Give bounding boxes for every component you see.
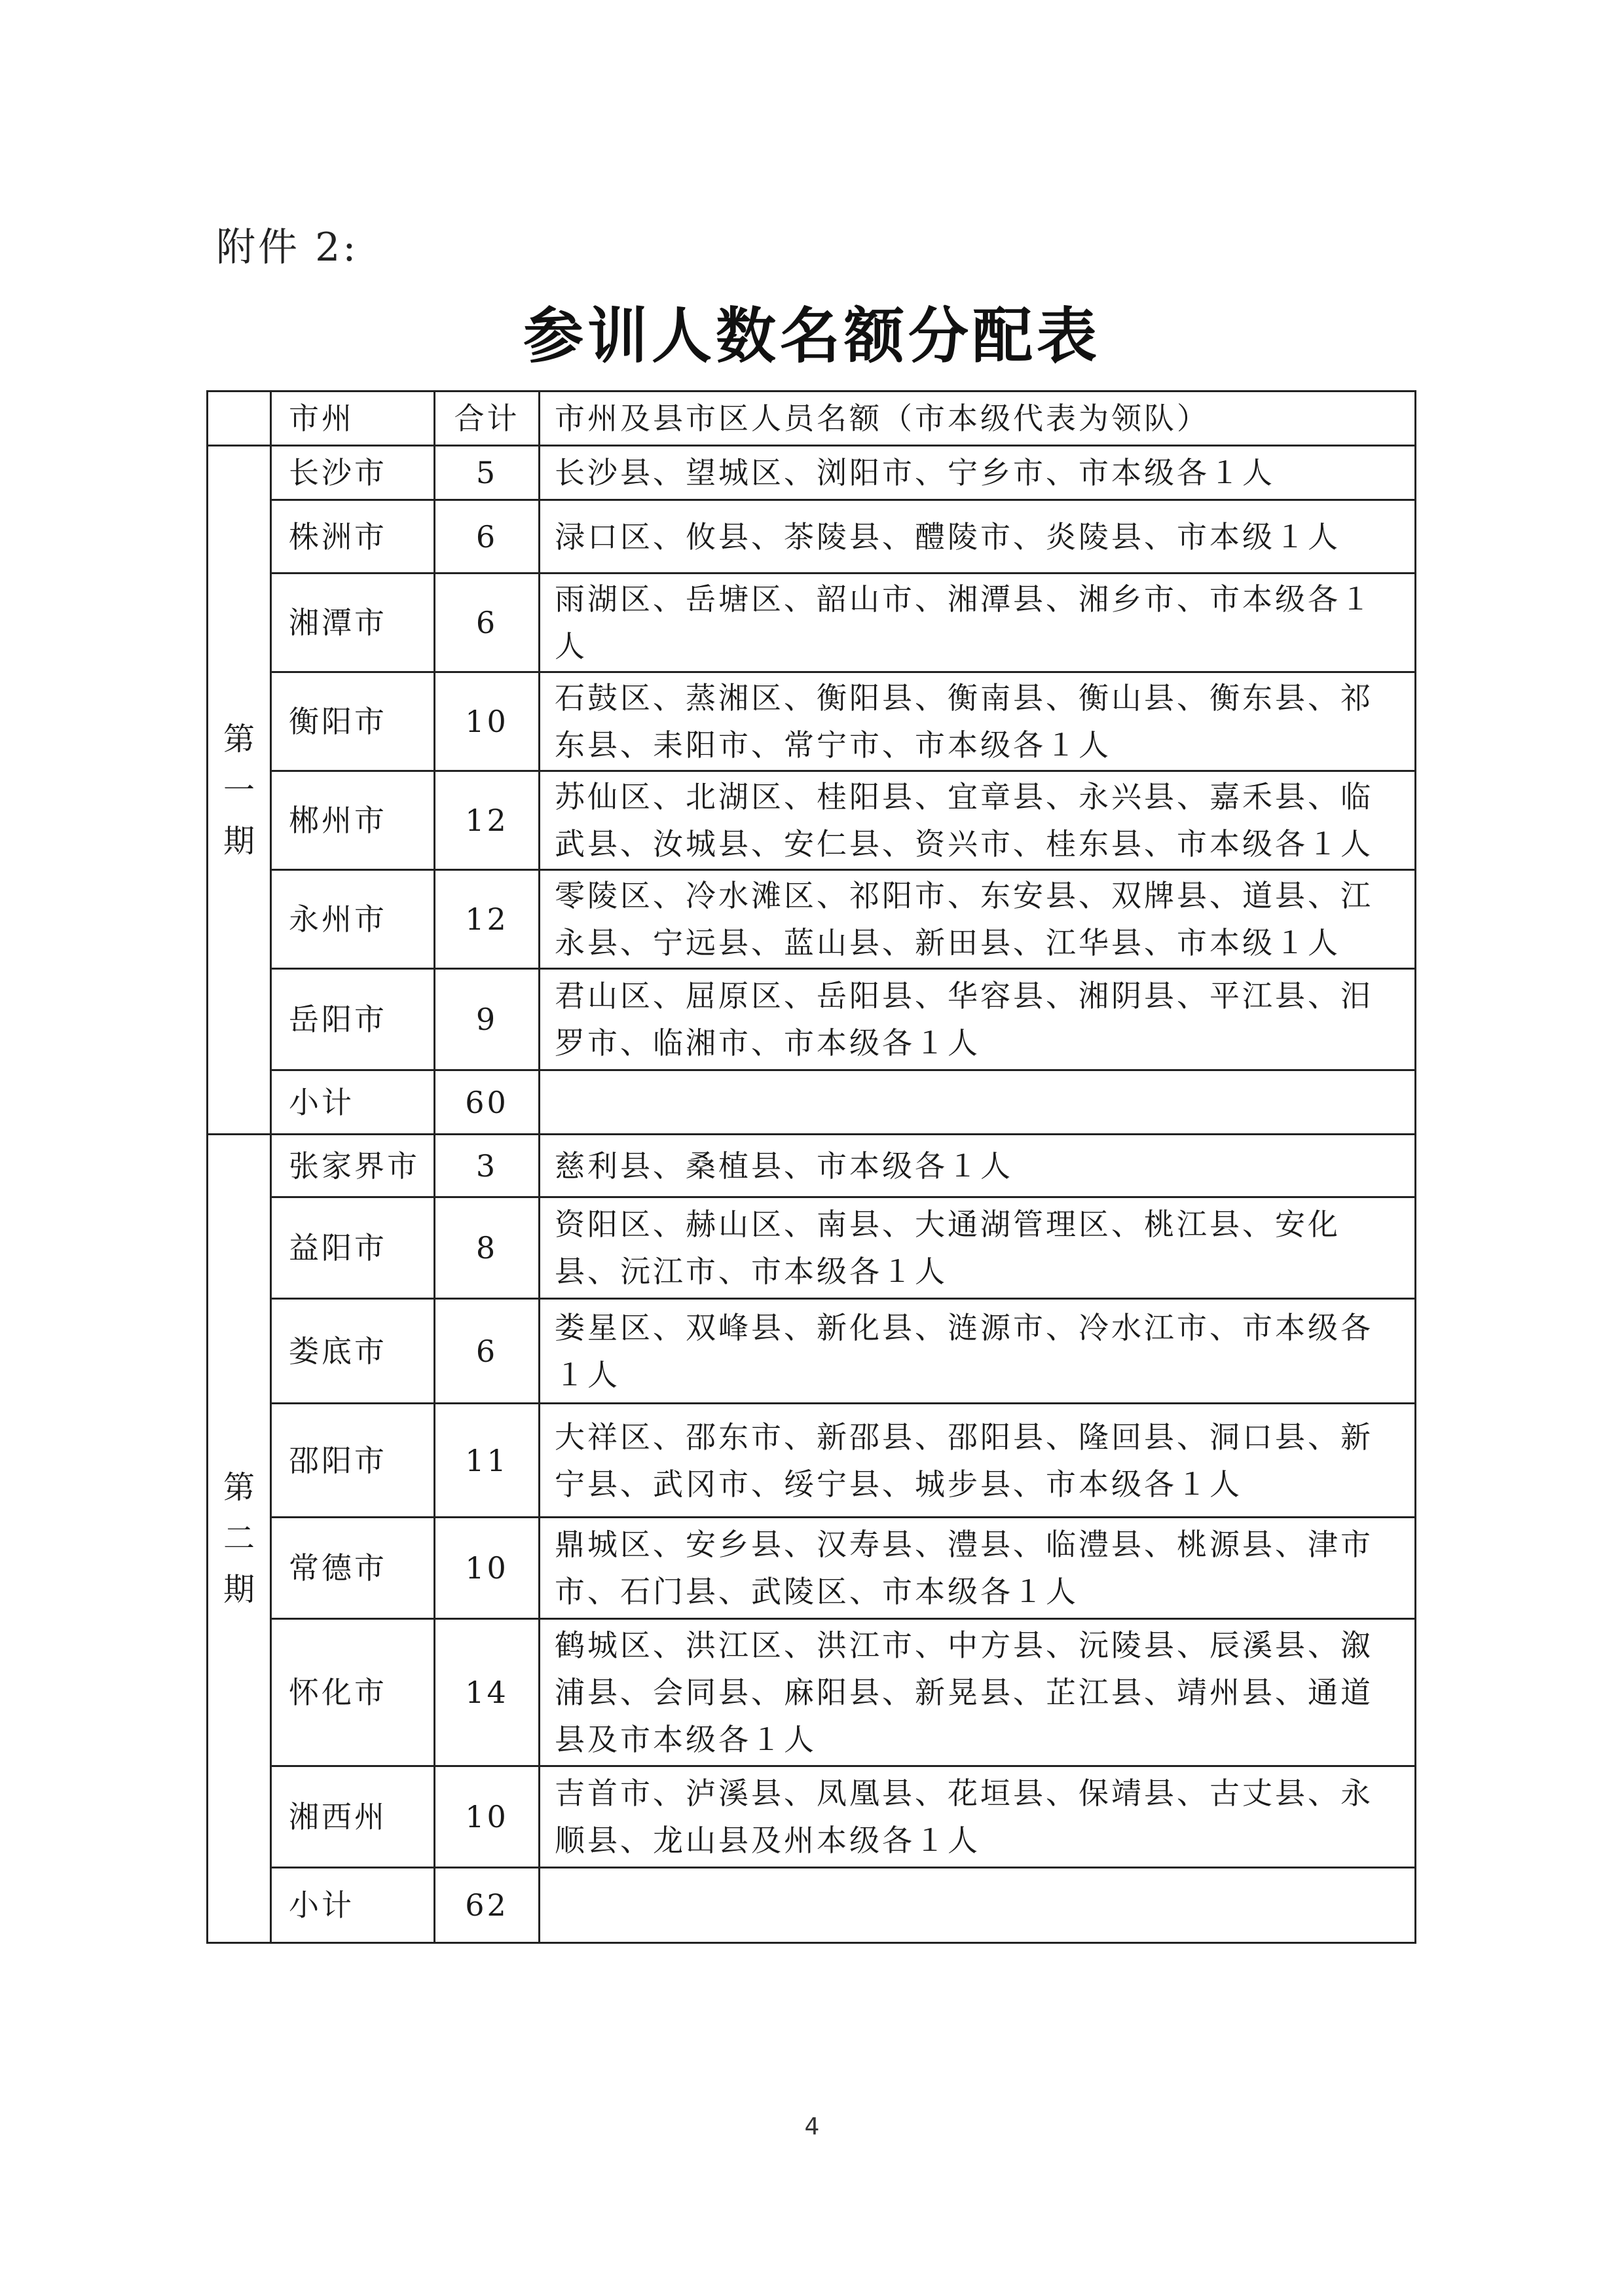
city-detail: 鼎城区、安乡县、汉寿县、澧县、临澧县、桃源县、津市市、石门县、武陵区、市本级各１人: [540, 1518, 1416, 1619]
subtotal-row: [208, 1868, 1416, 1943]
city-name: 湘西州: [271, 1766, 435, 1868]
table-row: [208, 672, 1416, 771]
city-detail: 资阳区、赫山区、南县、大通湖管理区、桃江县、安化县、沅江市、市本级各１人: [540, 1197, 1416, 1299]
phase-1-cell: [208, 446, 271, 1135]
city-detail: 零陵区、冷水滩区、祁阳市、东安县、双牌县、道县、江永县、宁远县、蓝山县、新田县、江华县、市本级１人: [540, 870, 1416, 969]
city-name: 湘潭市: [271, 574, 435, 672]
city-total: 10: [435, 1766, 540, 1868]
city-total: 6: [435, 574, 540, 672]
city-total: 6: [435, 500, 540, 574]
header-total: 合计: [435, 392, 540, 446]
table-row: [208, 1404, 1416, 1518]
city-name: 邵阳市: [271, 1404, 435, 1518]
city-detail: 渌口区、攸县、茶陵县、醴陵市、炎陵县、市本级１人: [540, 500, 1416, 574]
table-row: [208, 1299, 1416, 1404]
city-detail: 长沙县、望城区、浏阳市、宁乡市、市本级各１人: [540, 446, 1416, 500]
city-total: 8: [435, 1197, 540, 1299]
city-detail: 娄星区、双峰县、新化县、涟源市、冷水江市、市本级各１人: [540, 1299, 1416, 1404]
city-detail: 大祥区、邵东市、新邵县、邵阳县、隆回县、洞口县、新宁县、武冈市、绥宁县、城步县、市本级各１人: [540, 1404, 1416, 1518]
subtotal-value: 62: [435, 1868, 540, 1943]
city-total: 5: [435, 446, 540, 500]
table-row: [208, 870, 1416, 969]
header-city: 市州: [271, 392, 435, 446]
table-row: [208, 771, 1416, 870]
city-name: 怀化市: [271, 1619, 435, 1766]
city-total: 11: [435, 1404, 540, 1518]
city-name: 张家界市: [271, 1135, 435, 1197]
table-row: [208, 1135, 1416, 1197]
phase-2-cell: [208, 1135, 271, 1943]
table-row: [208, 969, 1416, 1070]
subtotal-label: 小计: [271, 1070, 435, 1135]
city-total: 10: [435, 672, 540, 771]
attachment-label: 附件 2:: [216, 225, 359, 270]
table-row: [208, 500, 1416, 574]
phase-label: 第一期: [223, 720, 255, 860]
city-name: 株洲市: [271, 500, 435, 574]
table-header-row: [208, 392, 1416, 446]
phase-label: 第二期: [223, 1469, 255, 1608]
header-detail: 市州及县市区人员名额（市本级代表为领队）: [540, 392, 1416, 446]
city-name: 长沙市: [271, 446, 435, 500]
subtotal-detail: [540, 1868, 1416, 1943]
subtotal-value: 60: [435, 1070, 540, 1135]
table-row: [208, 1197, 1416, 1299]
subtotal-detail: [540, 1070, 1416, 1135]
city-detail: 慈利县、桑植县、市本级各１人: [540, 1135, 1416, 1197]
table-row: [208, 574, 1416, 672]
city-detail: 君山区、屈原区、岳阳县、华容县、湘阴县、平江县、汨罗市、临湘市、市本级各１人: [540, 969, 1416, 1070]
city-detail: 吉首市、泸溪县、凤凰县、花垣县、保靖县、古丈县、永顺县、龙山县及州本级各１人: [540, 1766, 1416, 1868]
quota-allocation-table: [206, 390, 1416, 1944]
city-total: 10: [435, 1518, 540, 1619]
city-detail: 苏仙区、北湖区、桂阳县、宜章县、永兴县、嘉禾县、临武县、汝城县、安仁县、资兴市、桂东县、市本级各１人: [540, 771, 1416, 870]
city-name: 益阳市: [271, 1197, 435, 1299]
city-total: 9: [435, 969, 540, 1070]
city-total: 12: [435, 870, 540, 969]
city-name: 衡阳市: [271, 672, 435, 771]
table-row: [208, 446, 1416, 500]
page-number: 4: [804, 2113, 820, 2140]
city-name: 岳阳市: [271, 969, 435, 1070]
city-name: 娄底市: [271, 1299, 435, 1404]
city-total: 6: [435, 1299, 540, 1404]
table-row: [208, 1766, 1416, 1868]
table-row: [208, 1619, 1416, 1766]
city-total: 12: [435, 771, 540, 870]
city-detail: 雨湖区、岳塘区、韶山市、湘潭县、湘乡市、市本级各１人: [540, 574, 1416, 672]
city-total: 14: [435, 1619, 540, 1766]
subtotal-label: 小计: [271, 1868, 435, 1943]
city-name: 郴州市: [271, 771, 435, 870]
subtotal-row: [208, 1070, 1416, 1135]
header-phase-cell: [208, 392, 271, 446]
city-detail: 石鼓区、蒸湘区、衡阳县、衡南县、衡山县、衡东县、祁东县、耒阳市、常宁市、市本级各１人: [540, 672, 1416, 771]
document-title: 参训人数名额分配表: [523, 301, 1101, 371]
city-total: 3: [435, 1135, 540, 1197]
table-row: [208, 1518, 1416, 1619]
city-name: 永州市: [271, 870, 435, 969]
city-name: 常德市: [271, 1518, 435, 1619]
city-detail: 鹤城区、洪江区、洪江市、中方县、沅陵县、辰溪县、溆浦县、会同县、麻阳县、新晃县、芷江县、靖州县、通道县及市本级各１人: [540, 1619, 1416, 1766]
